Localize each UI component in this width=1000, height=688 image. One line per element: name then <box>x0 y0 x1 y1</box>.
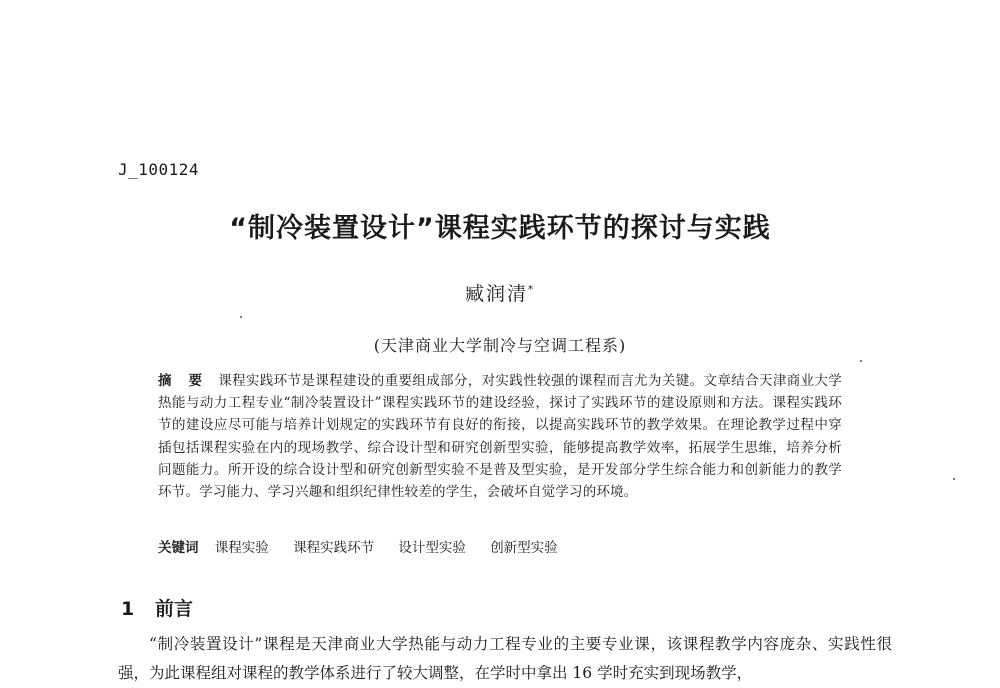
author-line <box>0 279 1000 306</box>
document-id: J_100124 <box>118 160 200 179</box>
scan-speck <box>953 478 955 480</box>
author-footnote-mark: * <box>528 284 535 296</box>
abstract-text: 课程实践环节是课程建设的重要组成部分，对实践性较强的课程而言尤为关键。文章结合天津商业大学热能与动力工程专业“制冷装置设计”课程实践环节的建设经验，探讨了实践环节的建设原则和方法。课程实践环节的建设应尽可能与培养计划规定的实践环节有良好的衔接，以提高实践环节的教学效果。在理论教学过程中穿插包括课程实验在内的现场教学、综合设计型和研究创新型实验，能够提高教学效率，拓展学生思维，培养分析问题能力。所开设的综合设计型和研究创新型实验不是普及型实验，是开发部分学生综合能力和创新能力的教学环节。学习能力、学习兴趣和组织纪律性较差的学生，会破坏自觉学习的环境。 <box>158 373 843 501</box>
body-paragraph: “制冷装置设计”课程是天津商业大学热能与动力工程专业的主要专业课，该课程教学内容庞杂、实践性很强，为此课程组对课程的教学体系进行了较大调整，在学时中拿出 16 学时充实到现场教学， <box>118 635 892 682</box>
section-title: 前言 <box>155 598 194 620</box>
author-name: 臧润清 <box>464 283 528 305</box>
abstract-label: 摘 要 <box>158 373 209 389</box>
keywords-label: 关键词 <box>158 540 199 556</box>
section-heading <box>121 594 193 621</box>
paper-title: “制冷装置设计”课程实践环节的探讨与实践 <box>229 213 771 244</box>
section-number: 1 <box>121 598 135 620</box>
keywords <box>158 536 842 556</box>
scan-speck <box>860 360 862 362</box>
keyword: 课程实验 <box>214 540 269 556</box>
keyword: 创新型实验 <box>490 540 558 556</box>
keyword: 课程实践环节 <box>293 540 375 556</box>
keyword: 设计型实验 <box>398 540 466 556</box>
body-text <box>118 630 892 688</box>
abstract <box>158 370 842 503</box>
scan-speck <box>240 316 242 318</box>
affiliation: (天津商业大学制冷与空调工程系) <box>373 336 627 355</box>
